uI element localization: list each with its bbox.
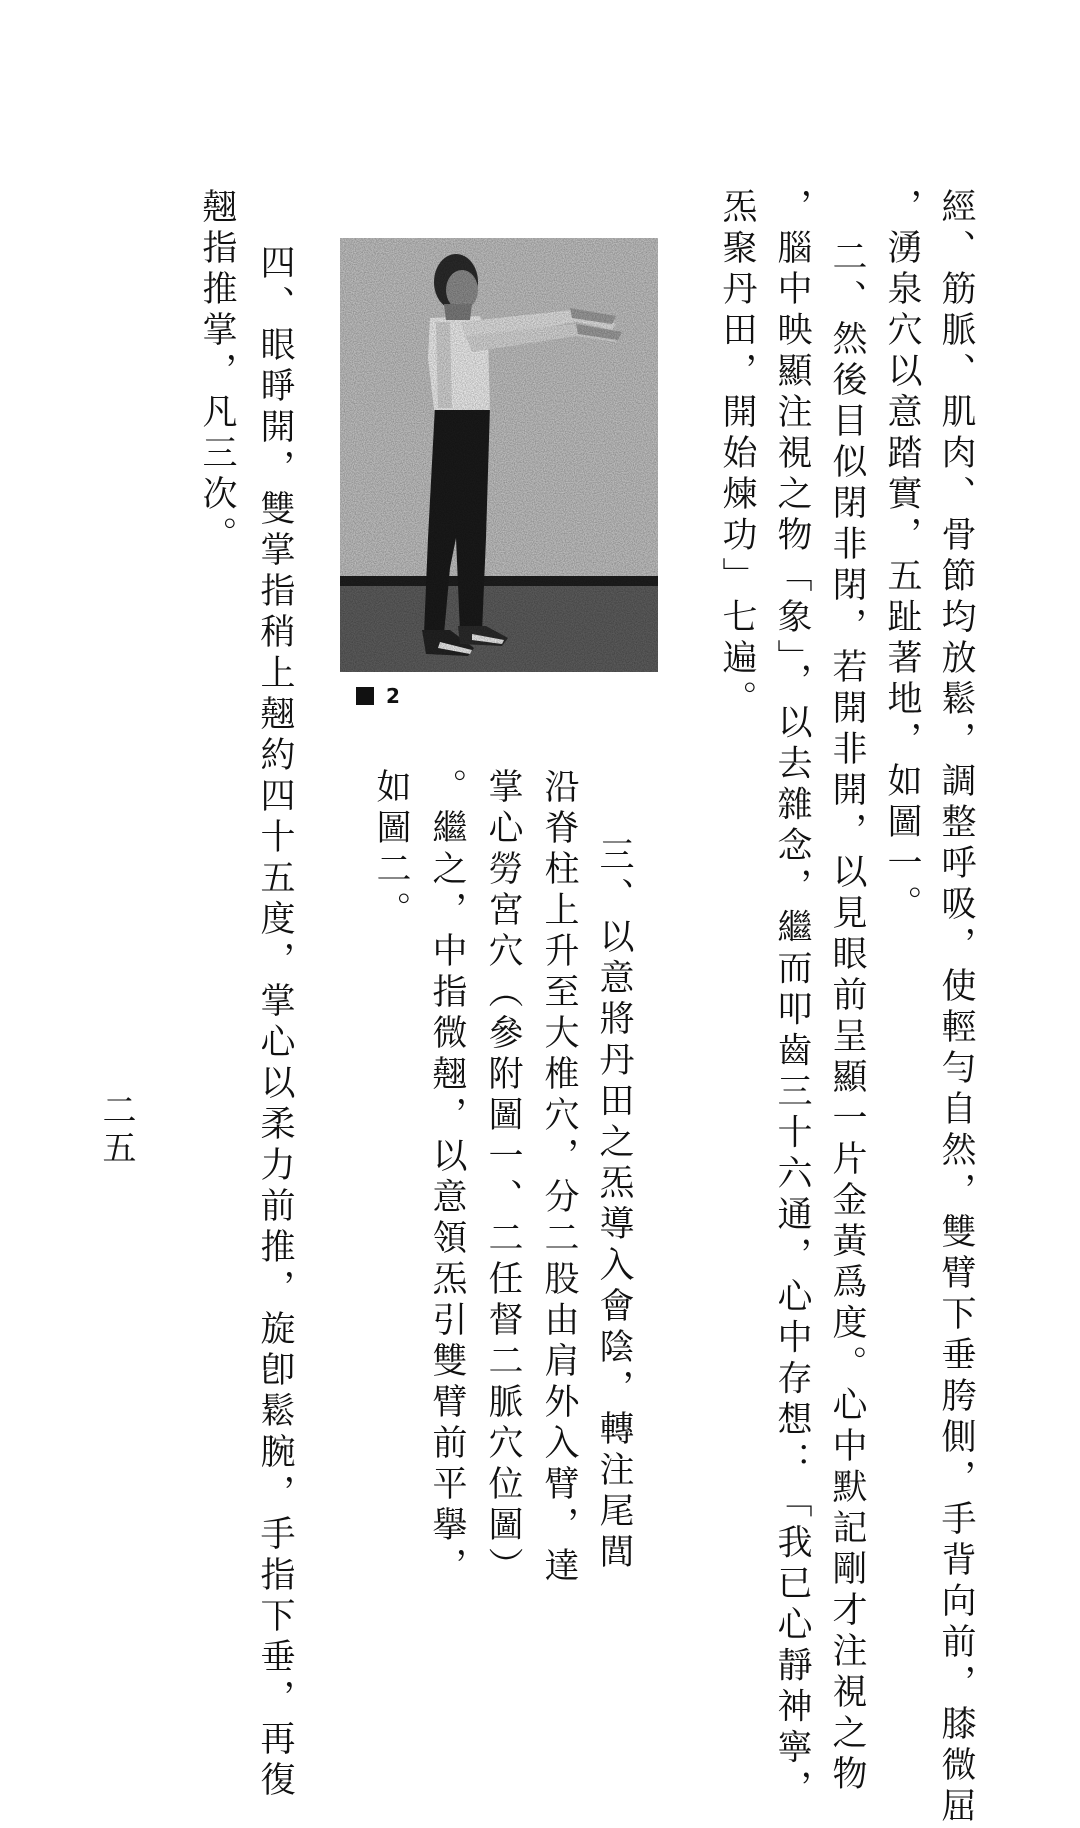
person-standing-illustration [340, 238, 658, 672]
text-column-4: ，腦中映顯注視之物「象」，以去雜念，繼而叩齒三十六通，心中存想：「我已心靜神寧， [772, 188, 812, 1811]
text-column-2: ，湧泉穴以意踏實，五趾著地，如圖一。 [882, 188, 922, 926]
figure-caption [356, 684, 400, 708]
text-column-11: 四、眼睜開，雙掌指稍上翹約四十五度，掌心以柔力前推，旋卽鬆腕，手指下垂，再復 [255, 244, 295, 1802]
text-column-9: 。繼之，中指微翹，以意領炁引雙臂前平擧， [427, 768, 467, 1588]
text-column-1: 經、筋脈、肌肉、骨節均放鬆，調整呼吸，使輕勻自然，雙臂下垂胯側，手背向前，膝微屈 [936, 188, 976, 1828]
page-number: 二五 [96, 1092, 136, 1168]
text-column-12: 翹指推掌，凡三次。 [197, 188, 237, 557]
text-column-5: 炁聚丹田，開始煉功」七遍。 [717, 188, 757, 721]
text-column-6: 三、以意將丹田之炁導入會陰，轉注尾閭 [594, 836, 634, 1574]
text-column-3: 二、然後目似閉非閉，若開非開，以見眼前呈顯一片金黃爲度。心中默記剛才注視之物 [827, 238, 867, 1796]
text-column-10: 如圖二。 [371, 768, 411, 932]
figure-caption-number: 2 [386, 684, 400, 708]
text-column-8: 掌心勞宮穴（參附圖一、二任督二脈穴位圖） [483, 768, 523, 1588]
caption-glyph-icon [356, 687, 374, 705]
figure-photo [340, 238, 658, 672]
text-column-7: 沿脊柱上升至大椎穴，分二股由肩外入臂，達 [539, 768, 579, 1588]
